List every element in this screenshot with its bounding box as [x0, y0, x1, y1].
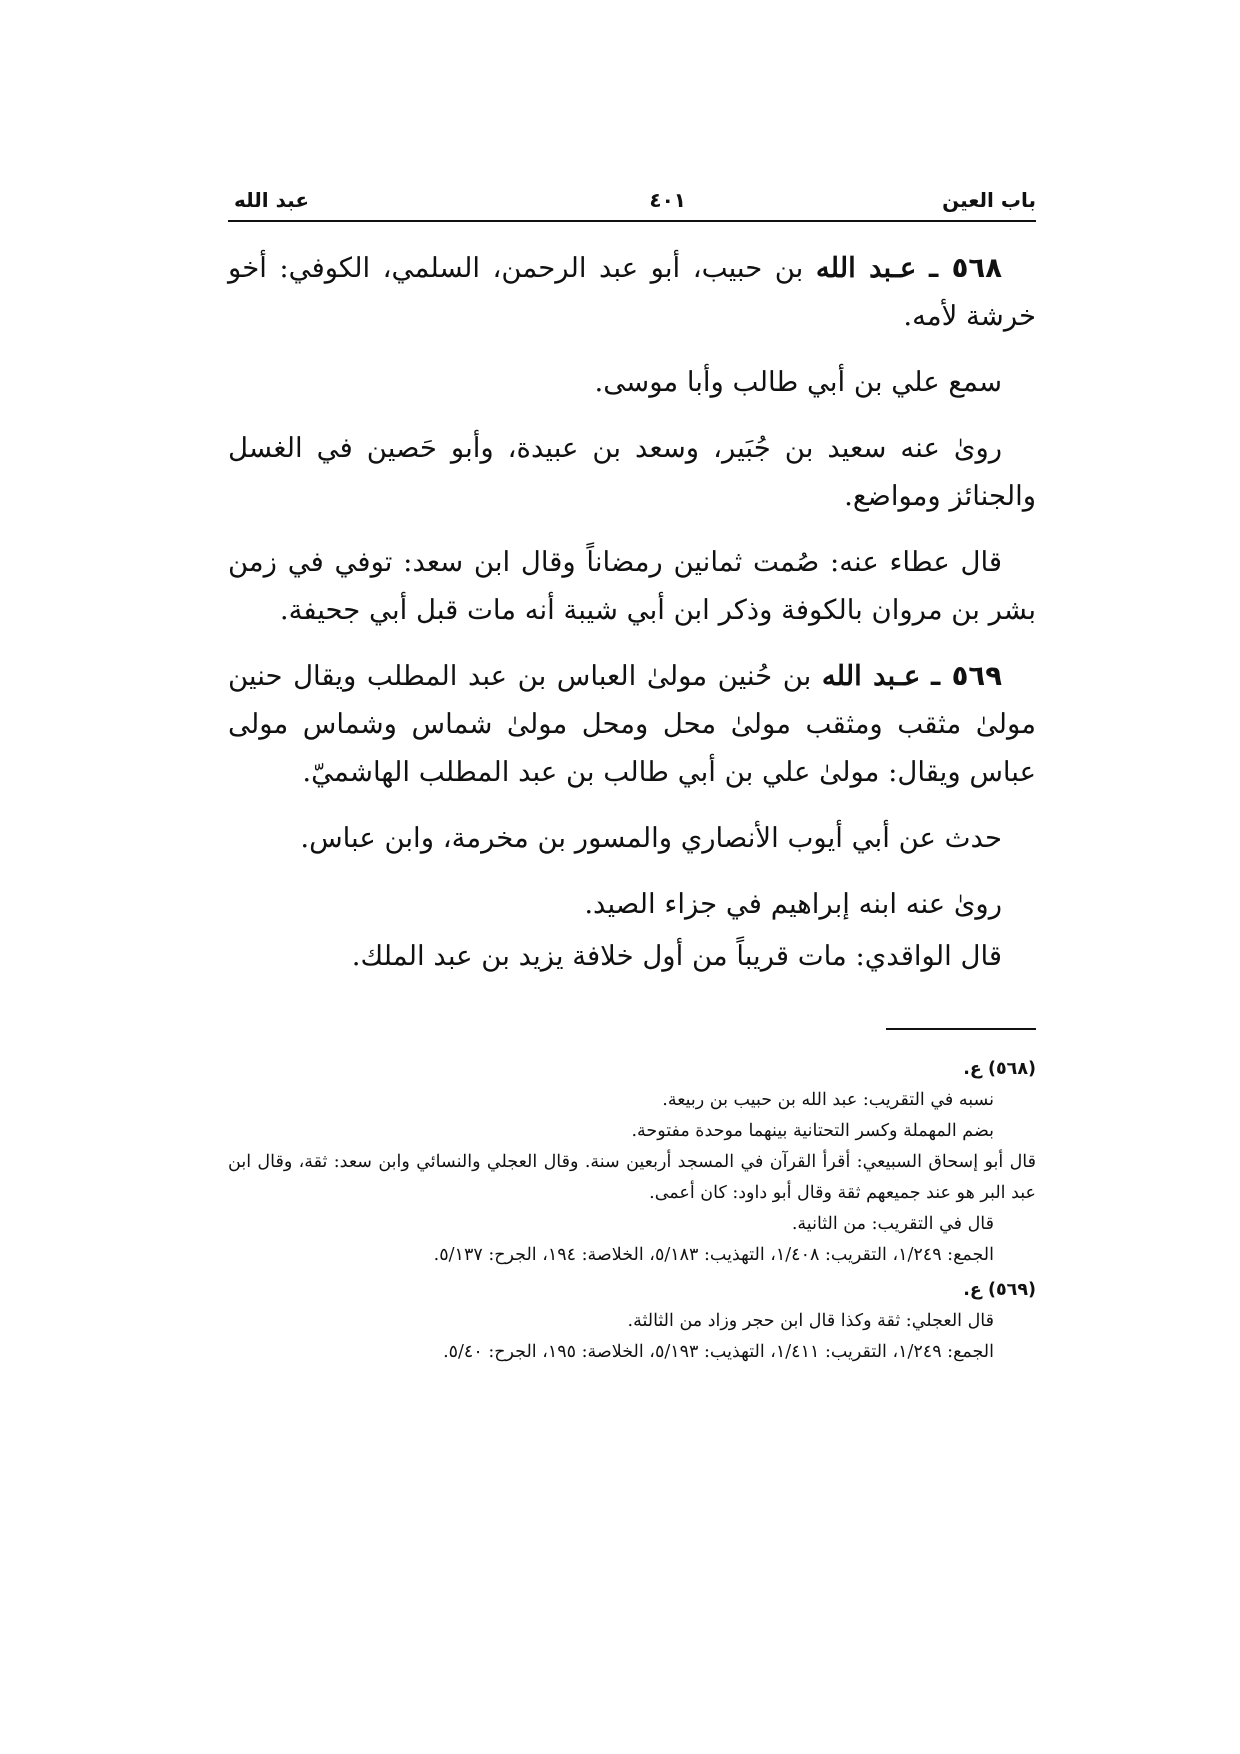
footnote-line: نسبه في التقريب: عبد الله بن حبيب بن ربيعة.: [662, 1090, 994, 1110]
entry-text: بن حبيب، أبو عبد الرحمن، السلمي، الكوفي: أخو خرشة لأمه.: [228, 252, 1036, 332]
entry-paragraph: روىٰ عنه ابنه إبراهيم في جزاء الصيد.: [584, 888, 1002, 920]
footnote-head: (٥٦٩) ع.: [963, 1280, 1036, 1300]
entry-name: عـبد الله: [821, 660, 921, 692]
entry-name: عـبد الله: [815, 252, 917, 284]
entry-paragraph: سمع علي بن أبي طالب وأبا موسى.: [594, 366, 1002, 398]
entry-number: ٥٦٨ ـ: [928, 252, 1002, 284]
entry-paragraph: روىٰ عنه سعيد بن جُبَير، وسعد بن عبيدة، وأبو حَصين في الغسل والجنائز ومواضع.: [228, 432, 1036, 512]
section-title: باب العين: [942, 188, 1036, 212]
footnote-line: بضم المهملة وكسر التحتانية بينهما موحدة مفتوحة.: [631, 1121, 994, 1141]
running-header: [228, 180, 1036, 222]
footnote-line: الجمع: ١/٢٤٩، التقريب: ١/٤٠٨، التهذيب: ٥/١٨٣، الخلاصة: ١٩٤، الجرح: ٥/١٣٧.: [433, 1245, 994, 1265]
entry-paragraph: قال عطاء عنه: صُمت ثمانين رمضاناً وقال ابن سعد: توفي في زمن بشر بن مروان بالكوفة وذكر ابن أبي شيبة أنه مات قبل أبي جحيفة.: [228, 546, 1036, 626]
entry-text: بن حُنين مولىٰ العباس بن عبد المطلب ويقال حنين مولىٰ مثقب ومثقب مولىٰ محل ومحل مولىٰ شماس وشماس مولى عباس ويقال: مولىٰ علي بن أبي طالب بن عبد المطلب الهاشميّ.: [228, 660, 1036, 788]
running-name: عبد الله: [234, 188, 309, 212]
page-number: ٤٠١: [649, 188, 686, 212]
footnote-divider: [886, 1028, 1036, 1030]
footnote-line: قال العجلي: ثقة وكذا قال ابن حجر وزاد من الثالثة.: [627, 1311, 994, 1331]
entry-568-heading: [228, 244, 1036, 340]
entry-number: ٥٦٩ ـ: [930, 660, 1002, 692]
entry-paragraph: قال الواقدي: مات قريباً من أول خلافة يزيد بن عبد الملك.: [351, 940, 1002, 972]
book-page: [228, 180, 1036, 1372]
entry-569-heading: [228, 652, 1036, 796]
footnote-head: (٥٦٨) ع.: [963, 1059, 1036, 1079]
entry-paragraph: حدث عن أبي أيوب الأنصاري والمسور بن مخرمة، وابن عباس.: [300, 822, 1002, 854]
footnotes: [228, 1054, 1036, 1368]
main-text: [228, 244, 1036, 980]
footnote-line: قال في التقريب: من الثانية.: [791, 1214, 994, 1234]
footnote-line: قال أبو إسحاق السبيعي: أقرأ القرآن في المسجد أربعين سنة. وقال العجلي والنسائي وابن سعد: ثقة، وقال ابن عبد البر هو عند جميعهم ثقة وقال أبو داود: كان أعمى.: [228, 1152, 1036, 1203]
footnote-569: [228, 1275, 1036, 1368]
footnote-568: [228, 1054, 1036, 1271]
footnote-line: الجمع: ١/٢٤٩، التقريب: ١/٤١١، التهذيب: ٥/١٩٣، الخلاصة: ١٩٥، الجرح: ٥/٤٠.: [443, 1342, 994, 1362]
